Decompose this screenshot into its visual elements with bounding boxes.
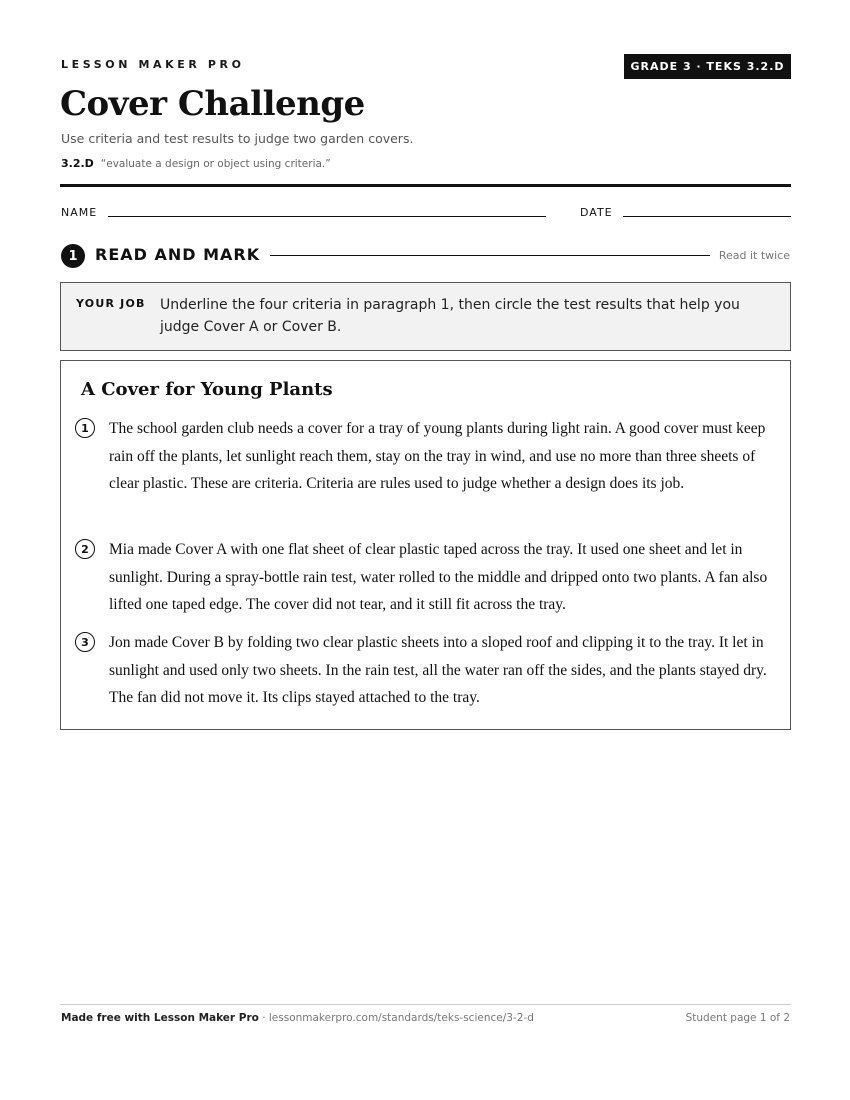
section-divider [270,255,710,256]
paragraph-text: Jon made Cover B by folding two clear plastic sheets into a sloped roof and clipping it to the tray. It let in sunlight and used only two sheets. In the rain test, all the water ran off the sides, and the plants stayed dry. The fan did not move it. Its clips stayed attached to the tray. [109,634,767,706]
brand-name: LESSON MAKER PRO [61,58,245,71]
paragraph-number: 3 [75,632,95,652]
name-label: NAME [61,206,98,219]
footer-url[interactable]: lessonmakerpro.com/standards/teks-science/3-2-d [268,1012,534,1024]
standard-code: 3.2.D [61,157,94,170]
footer-made-with: Made free with Lesson Maker Pro [61,1012,259,1024]
footer-separator: · [258,1012,269,1024]
footer-credit [61,1012,534,1024]
date-field[interactable] [623,216,791,217]
reading-passage [60,360,791,730]
paragraph-number: 2 [75,539,95,559]
header-divider [60,184,791,187]
standard-quote: “evaluate a design or object using criteria.” [100,158,331,170]
section-note: Read it twice [718,249,790,262]
page-indicator: Student page 1 of 2 [685,1012,790,1024]
date-label: DATE [580,206,613,219]
job-text: Underline the four criteria in paragraph 1, then circle the test results that help you judge Cover A or Cover B. [160,297,740,335]
paragraph-text: The school garden club needs a cover for a tray of young plants during light rain. A good cover must keep rain off the plants, let sunlight reach them, stay on the tray in wind, and use no more than three sheets of clear plastic. These are criteria. Criteria are rules used to judge whether a design does its job. [109,420,766,492]
standard-reference [61,157,331,170]
footer-divider [60,1004,791,1005]
paragraph-text: Mia made Cover A with one flat sheet of clear plastic taped across the tray. It used one sheet and let in sunlight. During a spray-bottle rain test, water rolled to the middle and dripped onto two plants. A fan also lifted one taped edge. The cover did not tear, and it still fit across the tray. [109,541,768,613]
page-title: Cover Challenge [60,84,365,124]
page-subtitle: Use criteria and test results to judge two garden covers. [61,131,414,146]
section-title: READ AND MARK [95,245,261,264]
reading-title: A Cover for Young Plants [81,379,333,400]
grade-badge: GRADE 3 · TEKS 3.2.D [624,54,791,79]
section-number-badge: 1 [61,244,85,268]
name-field[interactable] [108,216,546,217]
job-instructions-box [60,282,791,351]
paragraph-number: 1 [75,418,95,438]
job-label: YOUR JOB [76,297,146,310]
